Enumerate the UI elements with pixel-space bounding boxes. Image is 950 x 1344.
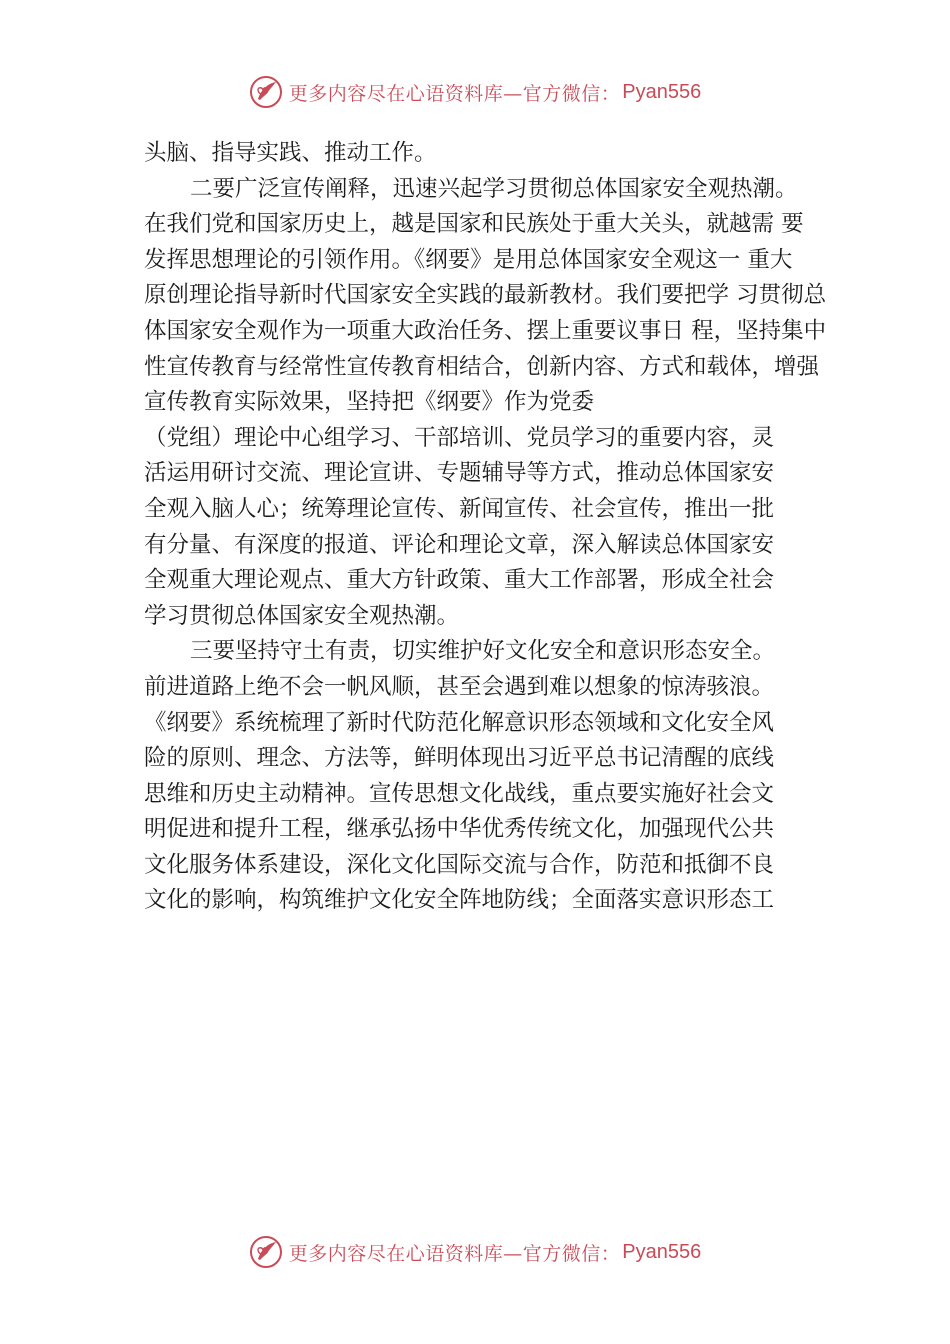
text-line: 三要坚持守土有责，切实维护好文化安全和意识形态安全。 (190, 638, 776, 665)
text-line: 活运用研讨交流、理论宣讲、专题辅导等方式，推动总体国家安 (144, 460, 775, 487)
text-line: 明促进和提升工程，继承弘扬中华优秀传统文化，加强现代公共 (144, 816, 775, 843)
text-line: 《纲要》系统梳理了新时代防范化解意识形态领域和文化安全风 (144, 709, 775, 736)
text-line: 学习贯彻总体国家安全观热潮。 (144, 602, 460, 629)
watermark-wechat-id: Pyan556 (622, 80, 702, 103)
text-line: 全观入脑人心；统筹理论宣传、新闻宣传、社会宣传，推出一批 (144, 495, 775, 522)
text-line: 宣传教育实际效果，坚持把《纲要》作为党委 (144, 389, 595, 416)
text-line: （党组）理论中心组学习、干部培训、党员学习的重要内容，灵 (144, 424, 775, 451)
text-line: 思维和历史主动精神。宣传思想文化战线，重点要实施好社会文 (144, 780, 775, 807)
text-line: 头脑、指导实践、推动工作。 (144, 140, 437, 166)
footer-watermark (0, 1232, 950, 1272)
watermark-text: 更多内容尽在心语资料库—官方微信： (288, 82, 621, 105)
text-line: 全观重大理论观点、重大方针政策、重大工作部署，形成全社会 (144, 567, 775, 594)
feather-heart-seal-icon (249, 1235, 283, 1269)
text-line: 二要广泛宣传阐释，迅速兴起学习贯彻总体国家安全观热潮。 (190, 175, 798, 202)
header-watermark (0, 72, 950, 112)
text-line: 发挥思想理论的引领作用。《纲要》是用总体国家安全观这一 重大 (144, 246, 793, 273)
watermark-wechat-id: Pyan556 (622, 1240, 702, 1263)
text-line: 文化服务体系建设，深化文化国际交流与合作，防范和抵御不良 (144, 851, 775, 878)
text-line: 性宣传教育与经常性宣传教育相结合，创新内容、方式和载体，增强 (144, 353, 820, 380)
watermark-text: 更多内容尽在心语资料库—官方微信： (288, 1242, 621, 1265)
text-line: 有分量、有深度的报道、评论和理论文章，深入解读总体国家安 (144, 531, 775, 558)
text-line: 体国家安全观作为一项重大政治任务、摆上重要议事日 程，坚持集中 (144, 317, 827, 344)
text-line: 前进道路上绝不会一帆风顺，甚至会遇到难以想象的惊涛骇浪。 (144, 673, 775, 700)
text-line: 文化的影响，构筑维护文化安全阵地防线；全面落实意识形态工 (144, 887, 775, 914)
document-body (144, 136, 834, 919)
page-blank-area (0, 930, 950, 1210)
text-line: 在我们党和国家历史上，越是国家和民族处于重大关头，就越需 要 (144, 211, 804, 238)
feather-heart-seal-icon (249, 75, 283, 109)
text-line: 原创理论指导新时代国家安全实践的最新教材。我们要把学 习贯彻总 (144, 282, 827, 309)
text-line: 险的原则、理念、方法等，鲜明体现出习近平总书记清醒的底线 (144, 745, 775, 772)
